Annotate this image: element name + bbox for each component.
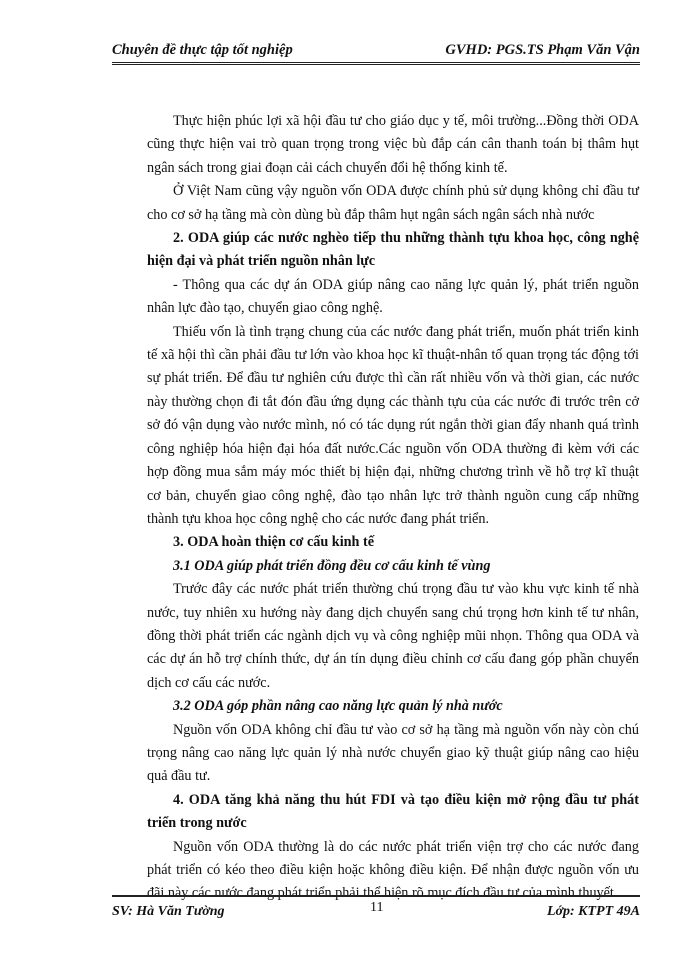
paragraph: Thiếu vốn là tình trạng chung của các nước đang phát triển, muốn phát triển kinh tế xã hội thì cần phải đầu tư lớn vào khoa học kĩ thuật-nhân tố quan trọng tác động tới sự phát triển. Để đầu tư nghiên cứu được thì cần rất nhiều vốn và thời gian, các nước này thường chọn đi tắt đón đầu ứng dụng các thành tựu của các nước đi trước trên cở sở đó vận dụng vào nước mình, nó có tác dụng rút ngắn thời gian đẩy nhanh quá trình công nghiệp hóa hiện đại hóa đất nước.Các nguồn vốn ODA thường đi kèm với các hợp đồng mua sắm máy móc thiết bị hiện đại, những chương trình về hỗ trợ kĩ thuật cơ bản, chuyển giao công nghệ, đào tạo nhân lực trở thành nguồn cung cấp những thành tựu khoa học công nghệ cho các nước đang phát triển. [147, 323, 639, 527]
section-heading: 4. ODA tăng khả năng thu hút FDI và tạo điều kiện mở rộng đầu tư phát triển trong nước [147, 791, 639, 832]
section-heading: 3. ODA hoàn thiện cơ cấu kinh tế [173, 534, 374, 551]
paragraph: Trước đây các nước phát triển thường chú trọng đầu tư vào khu vực kinh tế nhà nước, tuy nhiên xu hướng này đang dịch chuyển sang chú trọng hơn kinh tế tư nhân, đồng thời phát triển các ngành dịch vụ và công nghiệp mũi nhọn. Thông qua ODA và các dự án hỗ trợ chính thức, dự án tín dụng điều chỉnh cơ cấu đang góp phần chuyển dịch cơ cấu các nước. [147, 581, 639, 691]
subsection-heading: 3.2 ODA góp phần nâng cao năng lực quản lý nhà nước [173, 698, 503, 715]
footer-class: Lớp: KTPT 49A [546, 904, 640, 919]
footer-student: SV: Hà Văn Tường [112, 904, 225, 919]
subsection-heading: 3.1 ODA giúp phát triển đồng đều cơ cấu kinh tế vùng [173, 557, 491, 574]
section-heading: 2. ODA giúp các nước nghèo tiếp thu những thành tựu khoa học, công nghệ hiện đại và phát triển nguồn nhân lực [147, 230, 639, 270]
paragraph: Nguồn vốn ODA thường là do các nước phát triển viện trợ cho các nước đang phát triển có kéo theo điều kiện hoặc không điều kiện. Để nhận được nguồn vốn ưu đãi này các nước đang phát triển phải thể hiện rõ mục đích đầu tư của mình thuyết [147, 838, 639, 902]
header-title: Chuyên đề thực tập tốt nghiệp [112, 42, 293, 58]
footer-divider [112, 895, 640, 897]
paragraph: Nguồn vốn ODA không chỉ đầu tư vào cơ sở hạ tầng mà nguồn vốn này còn chú trọng nâng cao năng lực quản lý nhà nước chuyển giao kỹ thuật giúp nâng cao hiệu quả đầu tư. [147, 721, 639, 785]
header-advisor: GVHD: PGS.TS Phạm Văn Vận [445, 42, 640, 58]
page-number: 11 [370, 900, 384, 915]
paragraph: Ở Việt Nam cũng vậy nguồn vốn ODA được chính phủ sử dụng không chỉ đầu tư cho cơ sở hạ tầng mà còn dùng bù đắp thâm hụt ngân sách ngân sách nhà nước [147, 183, 639, 223]
paragraph: - Thông qua các dự án ODA giúp nâng cao năng lực quản lý, phát triển nguồn nhân lực đào tạo, chuyển giao công nghệ. [147, 276, 639, 317]
paragraph: Thực hiện phúc lợi xã hội đầu tư cho giáo dục y tế, môi trường...Đồng thời ODA cũng thực hiện vai trò quan trọng trong việc bù đắp cán cân thanh toán bị thâm hụt ngân sách trong giai đoạn cải cách chuyển đổi hệ thống kinh tế. [147, 113, 639, 176]
document-body [147, 110, 639, 906]
header-divider [112, 62, 640, 65]
